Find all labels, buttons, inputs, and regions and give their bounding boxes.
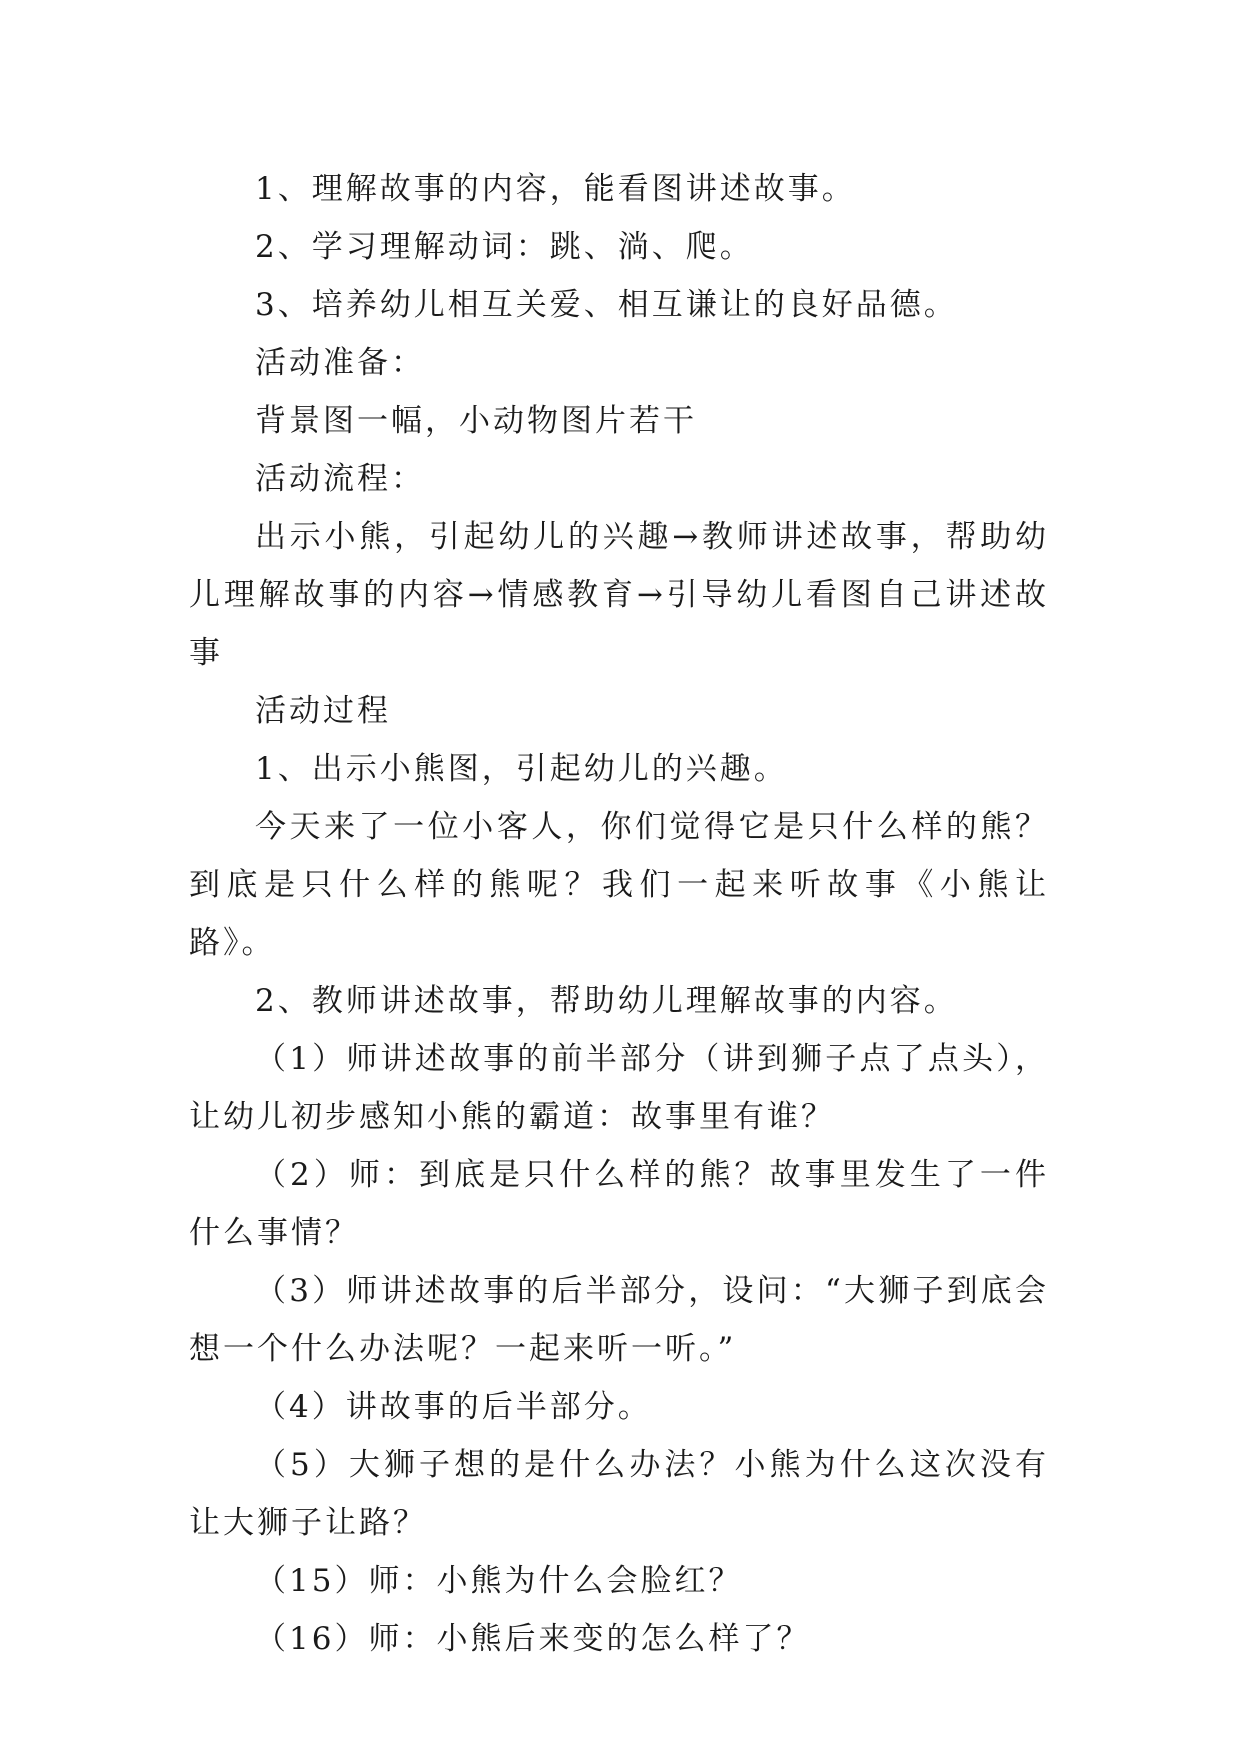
objective-2: 2、学习理解动词：跳、淌、爬。 — [255, 229, 754, 265]
objective-3: 3、培养幼儿相互关爱、相互谦让的良好品德。 — [255, 287, 958, 323]
substep-5: （5）大狮子想的是什么办法？小熊为什么这次没有让大狮子让路？ — [189, 1447, 1049, 1541]
step-1: 1、出示小熊图，引起幼儿的兴趣。 — [255, 751, 788, 787]
section-heading-preparation: 活动准备： — [255, 345, 425, 381]
substep-4: （4）讲故事的后半部分。 — [255, 1389, 652, 1425]
flow-text: 出示小熊，引起幼儿的兴趣→教师讲述故事，帮助幼儿理解故事的内容→情感教育→引导幼儿看图自己讲述故事 — [189, 519, 1049, 671]
preparation-text: 背景图一幅，小动物图片若干 — [255, 403, 697, 439]
substep-15: （15）师：小熊为什么会脸红？ — [255, 1563, 743, 1599]
objective-1: 1、理解故事的内容，能看图讲述故事。 — [255, 171, 856, 207]
section-heading-flow: 活动流程： — [255, 461, 425, 497]
substep-16: （16）师：小熊后来变的怎么样了？ — [255, 1621, 811, 1657]
substep-1: （1）师讲述故事的前半部分（讲到狮子点了点头），让幼儿初步感知小熊的霸道：故事里有谁？ — [189, 1041, 1049, 1135]
substep-3: （3）师讲述故事的后半部分，设问：“大狮子到底会想一个什么办法呢？一起来听一听。” — [189, 1273, 1049, 1367]
substep-2: （2）师：到底是只什么样的熊？故事里发生了一件什么事情？ — [189, 1157, 1049, 1251]
step-1-text: 今天来了一位小客人，你们觉得它是只什么样的熊？到底是只什么样的熊呢？我们一起来听故事《小熊让路》。 — [189, 809, 1049, 961]
step-2: 2、教师讲述故事，帮助幼儿理解故事的内容。 — [255, 983, 958, 1019]
document-body — [189, 160, 1049, 1668]
section-heading-process: 活动过程 — [255, 693, 391, 729]
